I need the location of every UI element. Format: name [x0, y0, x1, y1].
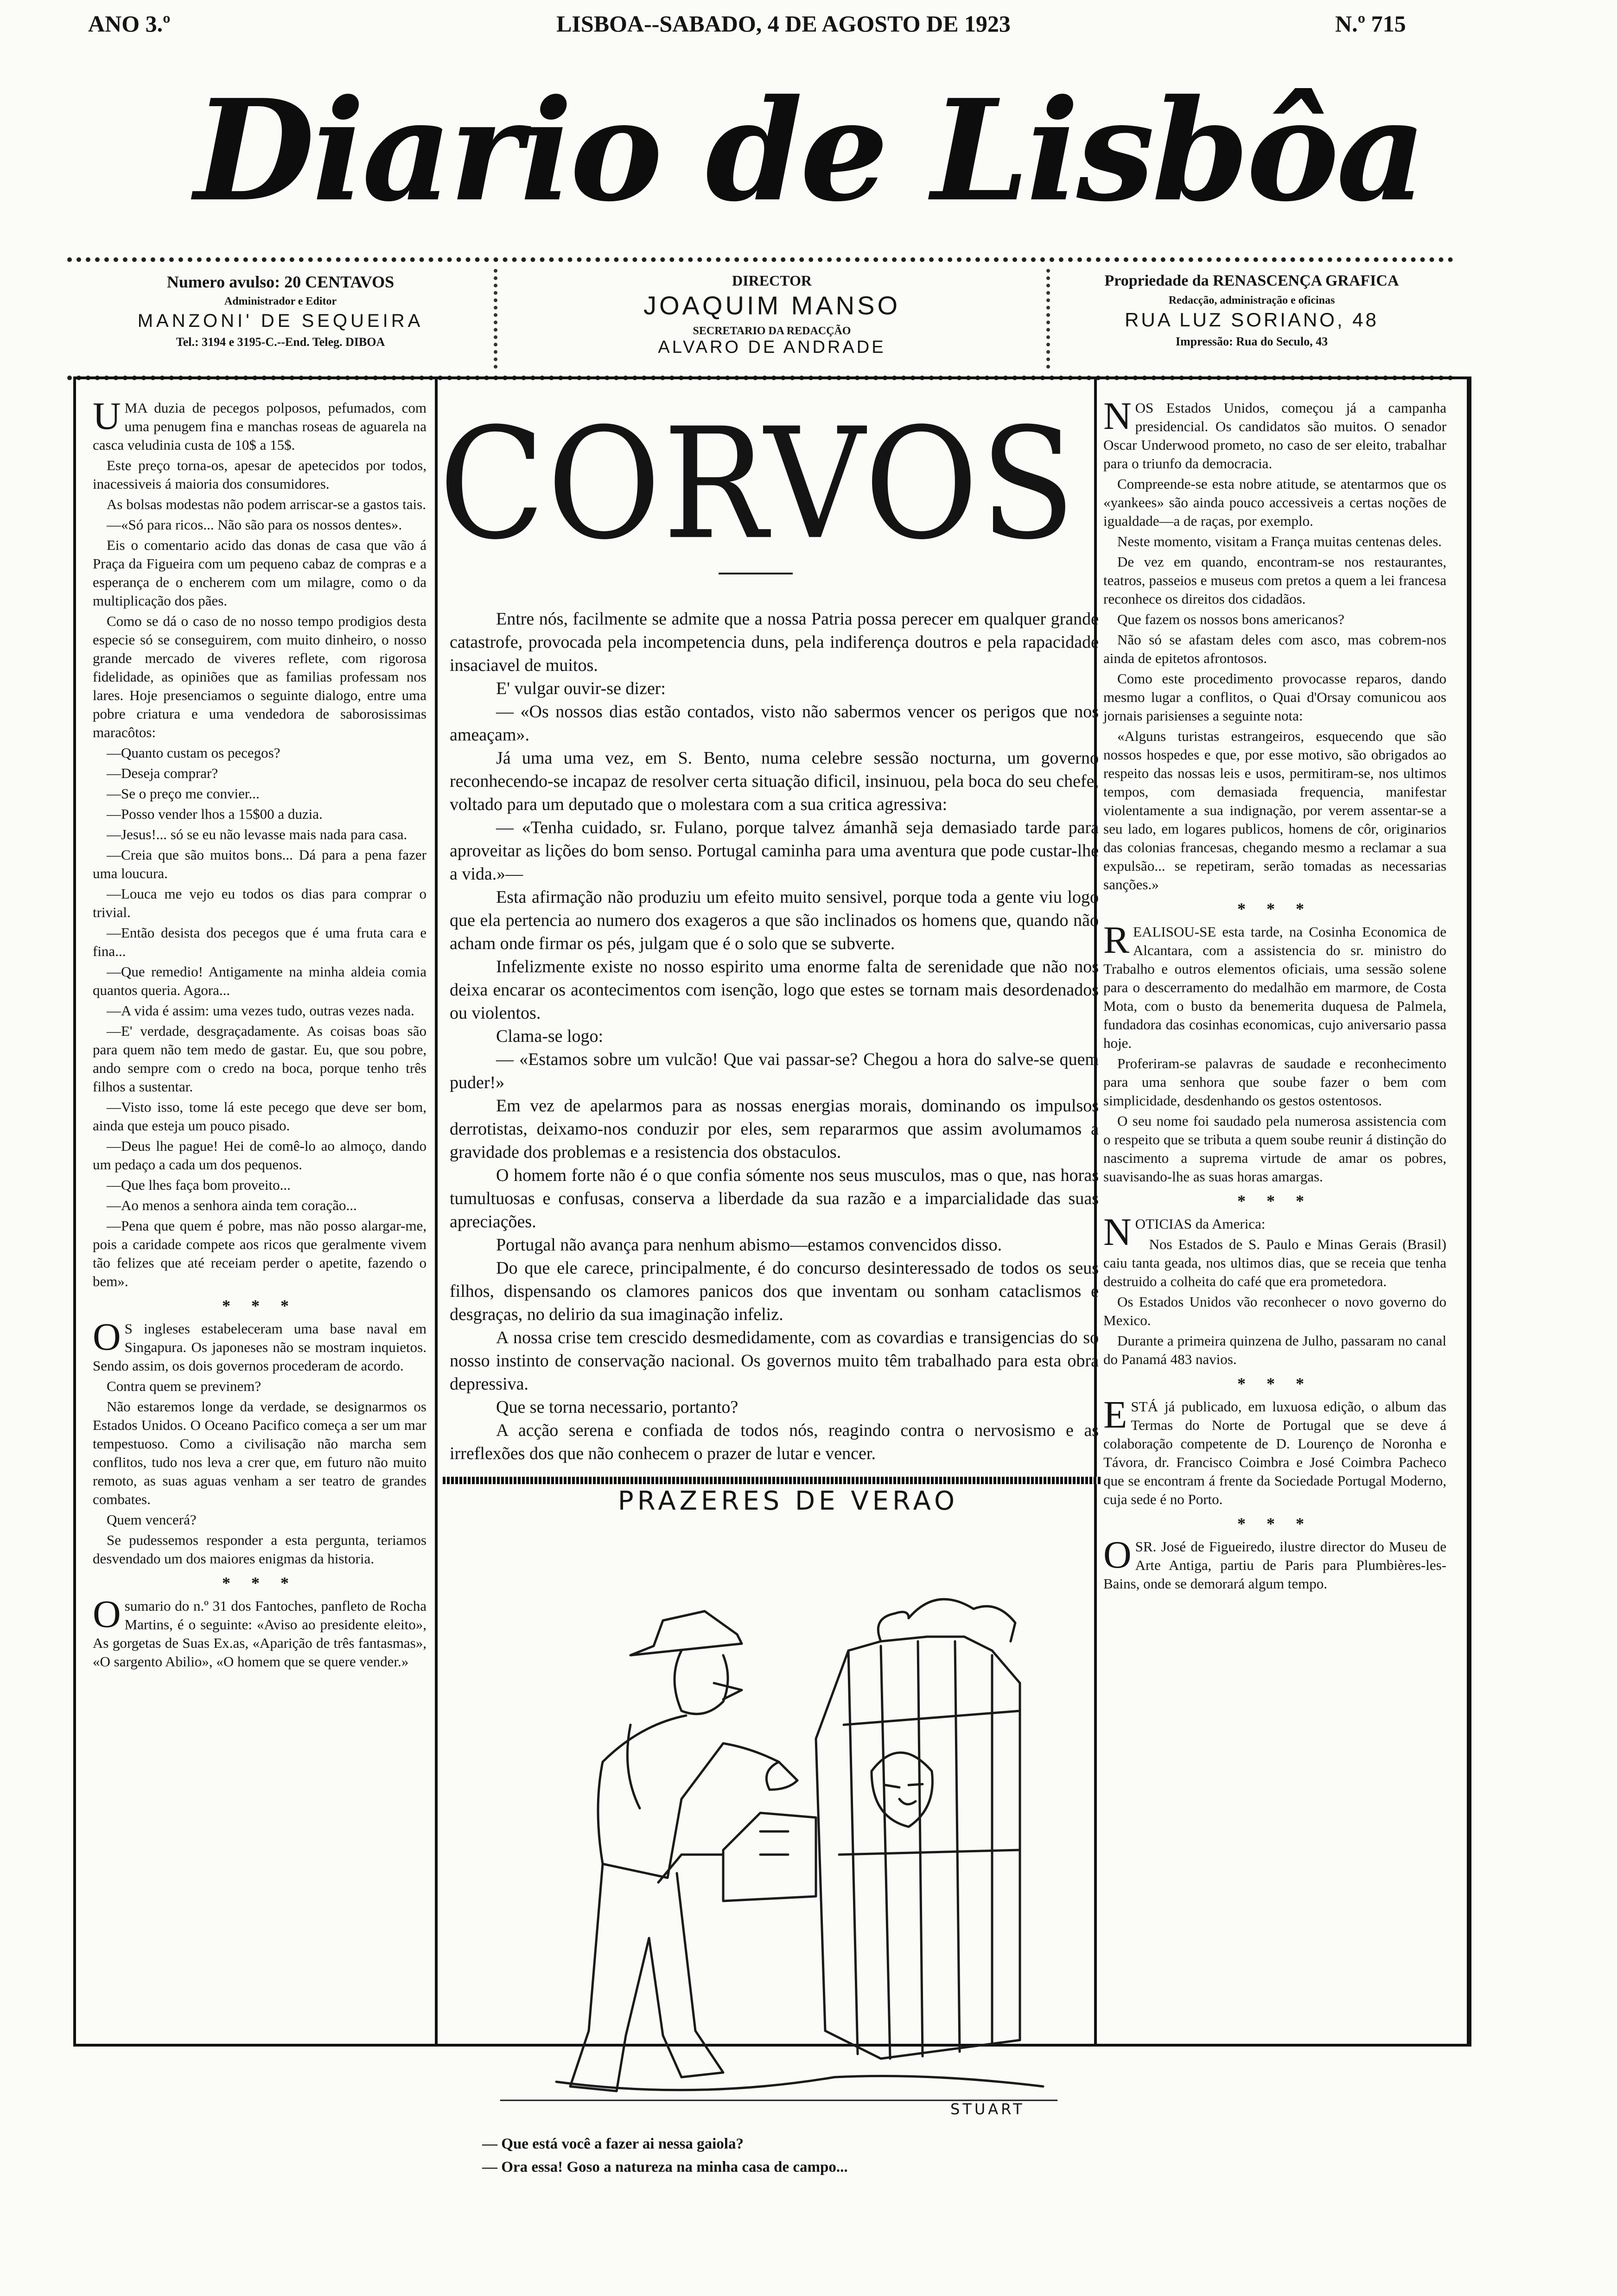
info-right: [1050, 262, 1453, 376]
dialogue-line: —Então desista dos pecegos que é uma fruta cara e fina...: [93, 925, 427, 959]
drop-cap: N: [1103, 1211, 1132, 1254]
dialogue-line: —Ao menos a senhora ainda tem coração...: [107, 1197, 357, 1213]
article-paragraph: Não estaremos longe da verdade, se designarmos os Estados Unidos. O Oceano Pacifico começa a ser um mar tempestuoso. Como a civilisação não marcha sem conflitos, tudo nos leva a crer que, em futuro não muito remoto, as suas aguas venham a ser teatro de grandes combates.: [93, 1398, 427, 1507]
article-paragraph: Este preço torna-os, apesar de apetecidos por todos, inacessiveis á maioria dos consumidores.: [93, 457, 427, 492]
article-paragraph: «Alguns turistas estrangeiros, esquecendo que são nossos hospedes e que, por esse motivo, são obrigados ao respeito das nossas leis e usos, permitiram-se, nos ultimos tempos, com demasiada frequencia, manifestar violentamente a sua indignação, por verem assentar-se a seu lado, em logares publicos, homens de côr, originarios das colonias francesas, chegando mesmo a reclamar a sua expulsão... se repetiram, serão tomadas as necessarias sanções.»: [1103, 728, 1446, 893]
article-text: SR. José de Figueiredo, ilustre director do Museu de Arte Antiga, partiu de Paris para Plumbières-les-Bains, onde se demorará algum tempo.: [1103, 1538, 1446, 1592]
dialogue-line: —Creia que são muitos bons... Dá para a pena fazer uma loucura.: [93, 847, 427, 881]
headline-corvos: CORVOS: [439, 395, 1077, 574]
dialogue-line: —Que lhes faça bom proveito...: [107, 1177, 291, 1193]
lead-paragraph: A nossa crise tem crescido desmedidamente, com as covardias e transigencias do so nosso instinto de conservação nacional. Os governos muito têm trabalhado para esta obra depressiva.: [450, 1328, 1099, 1394]
article-termas-p1: [1103, 1393, 1446, 1509]
drop-cap: N: [1103, 395, 1132, 438]
article-paragraph: Durante a primeira quinzena de Julho, passaram no canal do Panamá 483 navios.: [1103, 1333, 1446, 1367]
article-fantoches-p1: [93, 1593, 427, 1671]
article-paragraph: Como se dá o caso de no nosso tempo prodigios desta especie só se conseguirem, com muito dinheiro, o nosso grande mercado de viveres reflete, com rigorosa fidelidade, as opiniões que as familias professam nos lares. Hoje presenciamos o seguinte dialogo, entre uma pobre criatura e uma vendedora de saborosissimas maracôtos:: [93, 613, 427, 740]
article-text: sumario do n.º 31 dos Fantoches, panfleto de Rocha Martins, é o seguinte: «Aviso ao presidente eleito», As gorgetas de Suas Ex.as, «Aparição de três fantasmas», «O sargento Abilio», «O homem que se quere vender.»: [93, 1598, 427, 1670]
article-singapore-p1: [93, 1315, 427, 1375]
drop-cap: O: [93, 1315, 121, 1358]
cartoon-rule: [443, 1477, 1101, 1484]
lead-paragraph: Entre nós, facilmente se admite que a nossa Patria possa perecer em qualquer grande catastrofe, provocada pela incompetencia duns, pela indiferença doutros e pela rapacidade insaciavel de muitos.: [450, 609, 1099, 675]
info-separator: [1046, 269, 1050, 369]
dialogue-line: —Pena que quem é pobre, mas não posso alargar-me, pois a caridade compete aos ricos que geralmente vivem tão felizes que até receiam perder o apetite, fazendo o bem».: [93, 1218, 427, 1289]
drop-cap: O: [93, 1593, 121, 1636]
lead-paragraph: Já uma uma vez, em S. Bento, numa celebre sessão nocturna, um governo reconhecendo-se incapaz de resolver certa situação dificil, insinuou, pela boca do seu chefe, voltado para um deputado que o molestara com a sua critica agressiva:: [450, 748, 1099, 814]
info-center: [494, 262, 1050, 376]
dialogue-line: —Posso vender lhos a 15$00 a duzia.: [107, 806, 323, 822]
lead-paragraph: Que se torna necessario, portanto?: [496, 1397, 738, 1417]
lead-paragraph: Portugal não avança para nenhum abismo—estamos convencidos disso.: [496, 1235, 1002, 1255]
cartoon-caption-1: — Que está você a fazer ai nessa gaiola?: [482, 2136, 744, 2152]
article-paragraph: Quem vencerá?: [107, 1512, 197, 1528]
article-text: EALISOU-SE esta tarde, na Cosinha Economica de Alcantara, com a assistencia do sr. ministro do Trabalho e outros elementos oficiais, uma sessão solene para o descerramento do medalhão em marmore, de Costa Mota, com o busto da benemerita duquesa de Palmela, fundadora das cosinhas economicas, cujo aniversario passa hoje.: [1103, 924, 1446, 1051]
article-paragraph: Se pudessemos responder a esta pergunta, teriamos desvendado um dos maiores enigmas da historia.: [93, 1532, 427, 1567]
article-paragraph: Nos Estados de S. Paulo e Minas Gerais (Brasil) caiu tanta geada, nos ultimos dias, que se receia que tenha destruido a colheita do café que era prometedora.: [1103, 1236, 1446, 1289]
article-usa-elections-p1: [1103, 395, 1446, 473]
lead-article: [450, 607, 1099, 1465]
printing-address: Impressão: Rua do Seculo, 43: [1175, 335, 1328, 348]
dialogue-line: —Jesus!... só se eu não levasse mais nada para casa.: [107, 826, 407, 842]
article-cosinha-p1: [1103, 918, 1446, 1052]
left-column: [93, 395, 427, 1673]
lead-paragraph: O homem forte não é o que confia sómente nos seus musculos, mas o que, nas horas tumultuosas e confusas, conserva a liberdade da sua razão e a imparcialidade das suas apreciações.: [450, 1166, 1099, 1231]
article-text: S ingleses estabeleceram uma base naval em Singapura. Os japoneses não se mostram inquietos. Sendo assim, os dois governos procederam de acordo.: [93, 1320, 427, 1374]
owner-line: Propriedade da RENASCENÇA GRAFICA: [1104, 272, 1399, 289]
price-line: Numero avulso: 20 CENTAVOS: [166, 273, 395, 291]
dialogue-line: —Deus lhe pague! Hei de comê-lo ao almoço, dando um pedaço a cada um dos pequenos.: [93, 1138, 427, 1173]
telephone-line: Tel.: 3194 e 3195-C.--End. Teleg. DIBOA: [176, 335, 385, 349]
dialogue-line: —Quanto custam os pecegos?: [107, 745, 280, 761]
lead-paragraph: Clama-se logo:: [496, 1027, 604, 1046]
drop-cap: E: [1103, 1393, 1127, 1436]
lead-paragraph: — «Os nossos dias estão contados, visto não sabermos vencer os perigos que nos ameaçam».: [450, 702, 1099, 745]
dialogue-line: —Que remedio! Antigamente na minha aldeia comia quantos queria. Agora...: [93, 963, 427, 998]
issue-year: ANO 3.º: [88, 11, 171, 37]
drop-cap: U: [93, 395, 121, 438]
headline-divider: [719, 573, 793, 574]
cartoon-signature: STUART: [950, 2100, 1025, 2118]
section-separator: * * *: [1237, 899, 1312, 918]
dialogue-line: —Se o preço me convier...: [107, 785, 260, 802]
drop-cap: R: [1103, 918, 1130, 962]
lead-paragraph: — «Tenha cuidado, sr. Fulano, porque talvez ámanhã seja demasiado tarde para aproveitar as lições do bom senso. Portugal caminha para uma aventura que pode custar-lhe a vida.»—: [450, 818, 1099, 884]
right-column: [1103, 395, 1446, 1595]
office-address: RUA LUZ SORIANO, 48: [1125, 309, 1379, 331]
article-paragraph: De vez em quando, encontram-se nos restaurantes, teatros, passeios e museus com pretos a quem a lei francesa reconhece os direitos dos cidadãos.: [1103, 554, 1446, 607]
article-paragraph: Não só se afastam deles com asco, mas cobrem-nos ainda de epitetos afrontosos.: [1103, 631, 1446, 666]
lead-paragraph: — «Estamos sobre um vulcão! Que vai passar-se? Chegou a hora do salve-se quem puder!»: [450, 1050, 1099, 1092]
lead-paragraph: A acção serena e confiada de todos nós, reagindo contra o nervosismo e as irreflexões dos que não conhecem o prazer de lutar e vencer.: [450, 1421, 1099, 1463]
issue-number: N.º 715: [1335, 11, 1406, 37]
article-paragraph: O seu nome foi saudado pela numerosa assistencia com o respeito que se tributa a quem soube reunir á distinção do nascimento a suprema virtude de amar os pobres, suavisando-lhe as suas horas amargas.: [1103, 1113, 1446, 1185]
lead-paragraph: Infelizmente existe no nosso espirito uma enorme falta de serenidade que não nos deixa encarar os acontecimentos com isenção, logo que estes se tornam mais desordenados ou violentos.: [450, 957, 1099, 1023]
article-paragraph: Como este procedimento provocasse reparos, dando mesmo lugar a conflitos, o Quai d'Orsay comunicou aos jornais parisienses a seguinte nota:: [1103, 670, 1446, 724]
article-paragraph: Os Estados Unidos vão reconhecer o novo governo do Mexico.: [1103, 1294, 1446, 1328]
article-paragraph: Que fazem os nossos bons americanos?: [1117, 611, 1344, 627]
lead-paragraph: Em vez de apelarmos para as nossas energias morais, dominando os impulsos derrotistas, deixamo-nos conduzir por eles, sem repararmos que assim avolumamos a gravidade dos problemas e a resistencia dos obstaculos.: [450, 1096, 1099, 1162]
section-separator: * * *: [222, 1296, 297, 1315]
dateline: LISBOA--SABADO, 4 DE AGOSTO DE 1923: [556, 11, 1011, 37]
lead-paragraph: Do que ele carece, principalmente, é do concurso desinteressado de todos os seus filhos, dispensando os clamores panicos dos que inventam ou sonham cataclismos e desgraças, no delirio da sua imaginação infeliz.: [450, 1258, 1099, 1324]
dialogue-line: —E' verdade, desgraçadamente. As coisas boas são para quem não tem medo de gastar. Eu, que sou pobre, ando sempre com o credo na boca, porque tenho três filhos a sustentar.: [93, 1023, 427, 1095]
article-paragraph: —«Só para ricos... Não são para os nossos dentes».: [107, 517, 402, 533]
article-paragraph: As bolsas modestas não podem arriscar-se a gastos tais.: [107, 496, 426, 512]
article-text: OTICIAS da America:: [1135, 1216, 1266, 1232]
section-separator: * * *: [1237, 1192, 1312, 1210]
secretary-name: ALVARO DE ANDRADE: [658, 338, 886, 357]
dialogue-line: —Visto isso, tome lá este pecego que deve ser bom, ainda que esteja um pouco pisado.: [93, 1099, 427, 1134]
masthead-title: Diario de Lisbôa: [194, 69, 1424, 232]
article-paragraph: Compreende-se esta nobre atitude, se atentarmos que os «yankees» são ainda pouco accessiveis a certas noções de igualdade—a de raças, por exemplo.: [1103, 476, 1446, 529]
article-paragraph: Contra quem se previnem?: [107, 1378, 261, 1394]
director-label: DIRECTOR: [732, 272, 812, 289]
director-name: JOAQUIM MANSO: [643, 291, 901, 320]
column-rule-left: [435, 376, 438, 2046]
info-bar: [67, 257, 1453, 380]
info-separator: [494, 269, 497, 369]
drop-cap: O: [1103, 1533, 1132, 1576]
dialogue-line: —Louca me vejo eu todos os dias para comprar o trivial.: [93, 886, 427, 920]
article-paragraph: Eis o comentario acido das donas de casa que vão á Praça da Figueira com um pequeno cabaz de compras e a esperança de o encherem com um milagre, como o da multiplicação dos pães.: [93, 537, 427, 609]
administrator-label: Administrador e Editor: [224, 295, 337, 307]
section-separator: * * *: [222, 1574, 297, 1592]
dialogue-line: —Deseja comprar?: [107, 765, 218, 781]
dialogue-line: —A vida é assim: uma vezes tudo, outras vezes nada.: [107, 1002, 414, 1019]
article-text: STÁ já publicado, em luxuosa edição, o album das Termas do Norte de Portugal que se deve á colaboração competente de D. Lourenço de Noronha e Távora, dr. Francisco Coimbra e José Coimbra Pacheco que se encontram á frente da Sociedade Portugal Moderno, cuja sede é no Porto.: [1103, 1398, 1446, 1507]
administrator-name: MANZONI' DE SEQUEIRA: [137, 311, 424, 331]
secretary-label: SECRETARIO DA REDACÇÃO: [693, 325, 851, 337]
cartoon-caption-2: — Ora essa! Goso a natureza na minha casa de campo...: [482, 2159, 848, 2175]
cartoon-title: PRAZERES DE VERAO: [618, 1486, 959, 1516]
article-text: OS Estados Unidos, começou já a campanha presidencial. Os candidatos são muitos. O senador Oscar Underwood prometo, no caso de ser eleito, trabalhar para o triunfo da democracia.: [1103, 400, 1446, 472]
article-america-news-p1: [1103, 1211, 1446, 1254]
section-separator: * * *: [1237, 1514, 1312, 1533]
article-text: MA duzia de pecegos polposos, pefumados, com uma penugem fina e manchas roseas de aguarela na casca veludinia custa de 10$ a 15$.: [93, 400, 427, 453]
office-label: Redacção, administração e oficinas: [1168, 294, 1335, 306]
section-separator: * * *: [1237, 1374, 1312, 1393]
lead-paragraph: E' vulgar ouvir-se dizer:: [496, 679, 666, 698]
lead-paragraph: Esta afirmação não produziu um efeito muito sensivel, porque toda a gente viu logo que ela pertencia ao numero dos exageros a que são inclinados os homens que, quando não acham onde firmar os pés, julgam que é o solo que se subverte.: [450, 887, 1099, 953]
cartoon-illustration: [464, 1530, 1080, 2133]
article-peaches-p1: [93, 395, 427, 454]
article-paragraph: Neste momento, visitam a França muitas centenas deles.: [1117, 533, 1442, 549]
article-figueiredo-p1: [1103, 1533, 1446, 1593]
info-left: [67, 262, 494, 376]
article-paragraph: Proferiram-se palavras de saudade e reconhecimento para uma senhora que soube fazer o bem com simplicidade, desdenhando os gestos ostentosos.: [1103, 1055, 1446, 1109]
